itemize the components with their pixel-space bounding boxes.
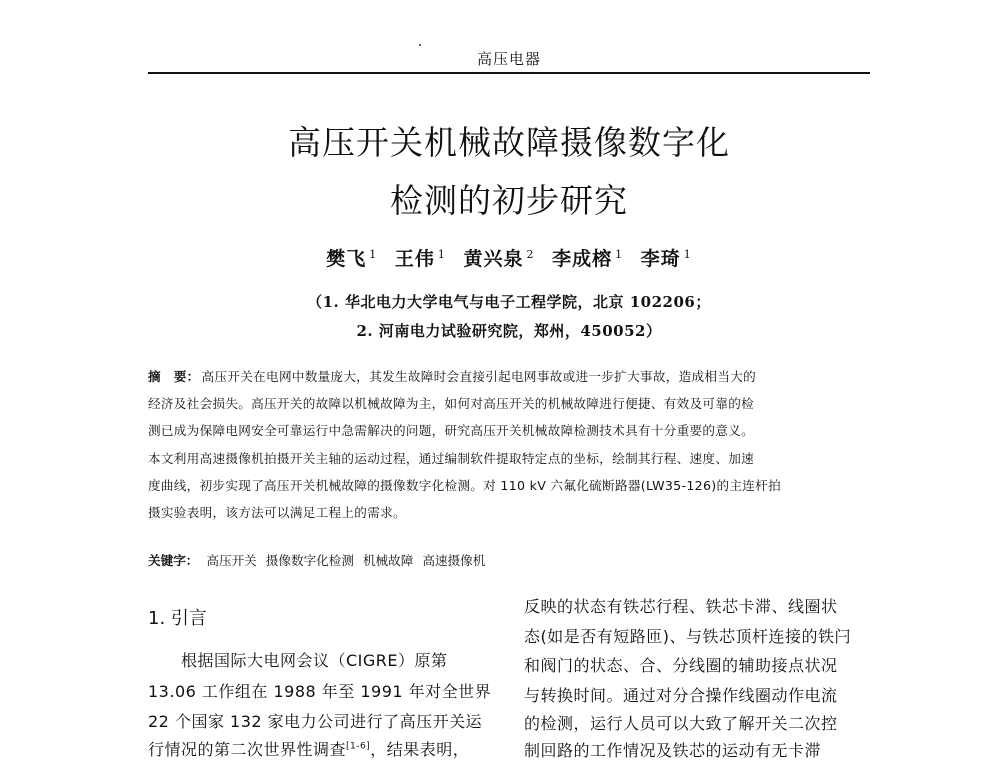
header-rule xyxy=(148,72,870,74)
body-line: 与转换时间。通过对分合操作线圈动作电流 xyxy=(524,686,838,705)
author-affiliation-mark: 1 xyxy=(615,247,624,261)
abstract-label: 摘 要： xyxy=(148,369,200,384)
author-affiliation-mark: 2 xyxy=(526,247,535,261)
scan-speck xyxy=(419,44,421,46)
body-line: 反映的状态有铁芯行程、铁芯卡滞、线圈状 xyxy=(524,597,838,616)
author-name: 李成榕 xyxy=(552,248,613,270)
abstract-line: 度曲线，初步实现了高压开关机械故障的摄像数字化检测。对 110 kV 六氟化硫断路器(LW35-126)的主连杆拍 xyxy=(148,477,781,493)
body-text: ，结果表明， xyxy=(370,740,470,759)
author-name: 黄兴泉 xyxy=(463,248,524,270)
keyword: 高压开关 xyxy=(206,553,257,568)
keyword: 高速摄像机 xyxy=(422,553,486,568)
body-line xyxy=(148,737,469,760)
body-line: 制回路的工作情况及铁芯的运动有无卡滞 xyxy=(524,741,822,760)
abstract xyxy=(148,363,870,526)
author xyxy=(395,248,446,270)
author xyxy=(326,248,377,270)
author xyxy=(641,248,692,270)
author xyxy=(463,248,534,270)
paper-title-line-1: 高压开关机械故障摄像数字化 xyxy=(288,123,730,162)
author xyxy=(552,248,623,270)
abstract-line: 摄实验表明，该方法可以满足工程上的需求。 xyxy=(148,505,406,521)
author-list xyxy=(148,244,870,271)
keyword: 摄像数字化检测 xyxy=(265,553,354,568)
affiliation-line-2: 2. 河南电力试验研究院，郑州，450052） xyxy=(356,322,662,340)
running-head: 高压电器 xyxy=(476,50,541,68)
section-heading-introduction: 1. 引言 xyxy=(148,608,207,629)
body-line: 态(如是否有短路匝)、与铁芯顶杆连接的铁闩 xyxy=(524,627,851,646)
citation-ref: [1-6] xyxy=(346,741,371,752)
body-text: 行情况的第二次世界性调查 xyxy=(148,740,347,759)
abstract-line: 经济及社会损失。高压开关的故障以机械故障为主，如何对高压开关的机械故障进行便捷、有效及可靠的检 xyxy=(148,396,755,412)
author-affiliation-mark: 1 xyxy=(683,247,692,261)
paper-title-line-2: 检测的初步研究 xyxy=(390,181,628,220)
abstract-line: 本文利用高速摄像机拍摄开关主轴的运动过程，通过编制软件提取特定点的坐标，绘制其行程、速度、加速 xyxy=(148,450,755,466)
affiliation-line-1: （1. 华北电力大学电气与电子工程学院，北京 102206； xyxy=(307,293,711,311)
keyword: 机械故障 xyxy=(362,553,414,568)
author-affiliation-mark: 1 xyxy=(437,247,446,261)
author-name: 李琦 xyxy=(640,248,681,270)
body-line: 的检测，运行人员可以大致了解开关二次控 xyxy=(524,714,838,733)
author-affiliation-mark: 1 xyxy=(369,247,378,261)
keywords xyxy=(148,550,870,569)
body-line: 22 个国家 132 家电力公司进行了高压开关运 xyxy=(148,712,483,731)
abstract-line xyxy=(148,363,870,390)
abstract-line: 测已成为保障电网安全可靠运行中急需解决的问题，研究高压开关机械故障检测技术具有十分重要的意义。 xyxy=(148,423,755,439)
body-line: 和阀门的状态、合、分线圈的辅助接点状况 xyxy=(524,656,838,675)
author-name: 樊飞 xyxy=(326,248,367,270)
body-line: 13.06 工作组在 1988 年至 1991 年对全世界 xyxy=(148,682,492,701)
body-line: 根据国际大电网会议（CIGRE）原第 xyxy=(148,651,448,670)
author-name: 王伟 xyxy=(394,248,435,270)
keywords-label: 关键字： xyxy=(148,553,199,568)
abstract-text: 高压开关在电网中数量庞大，其发生故障时会直接引起电网事故或进一步扩大事故，造成相当大的 xyxy=(201,369,757,384)
